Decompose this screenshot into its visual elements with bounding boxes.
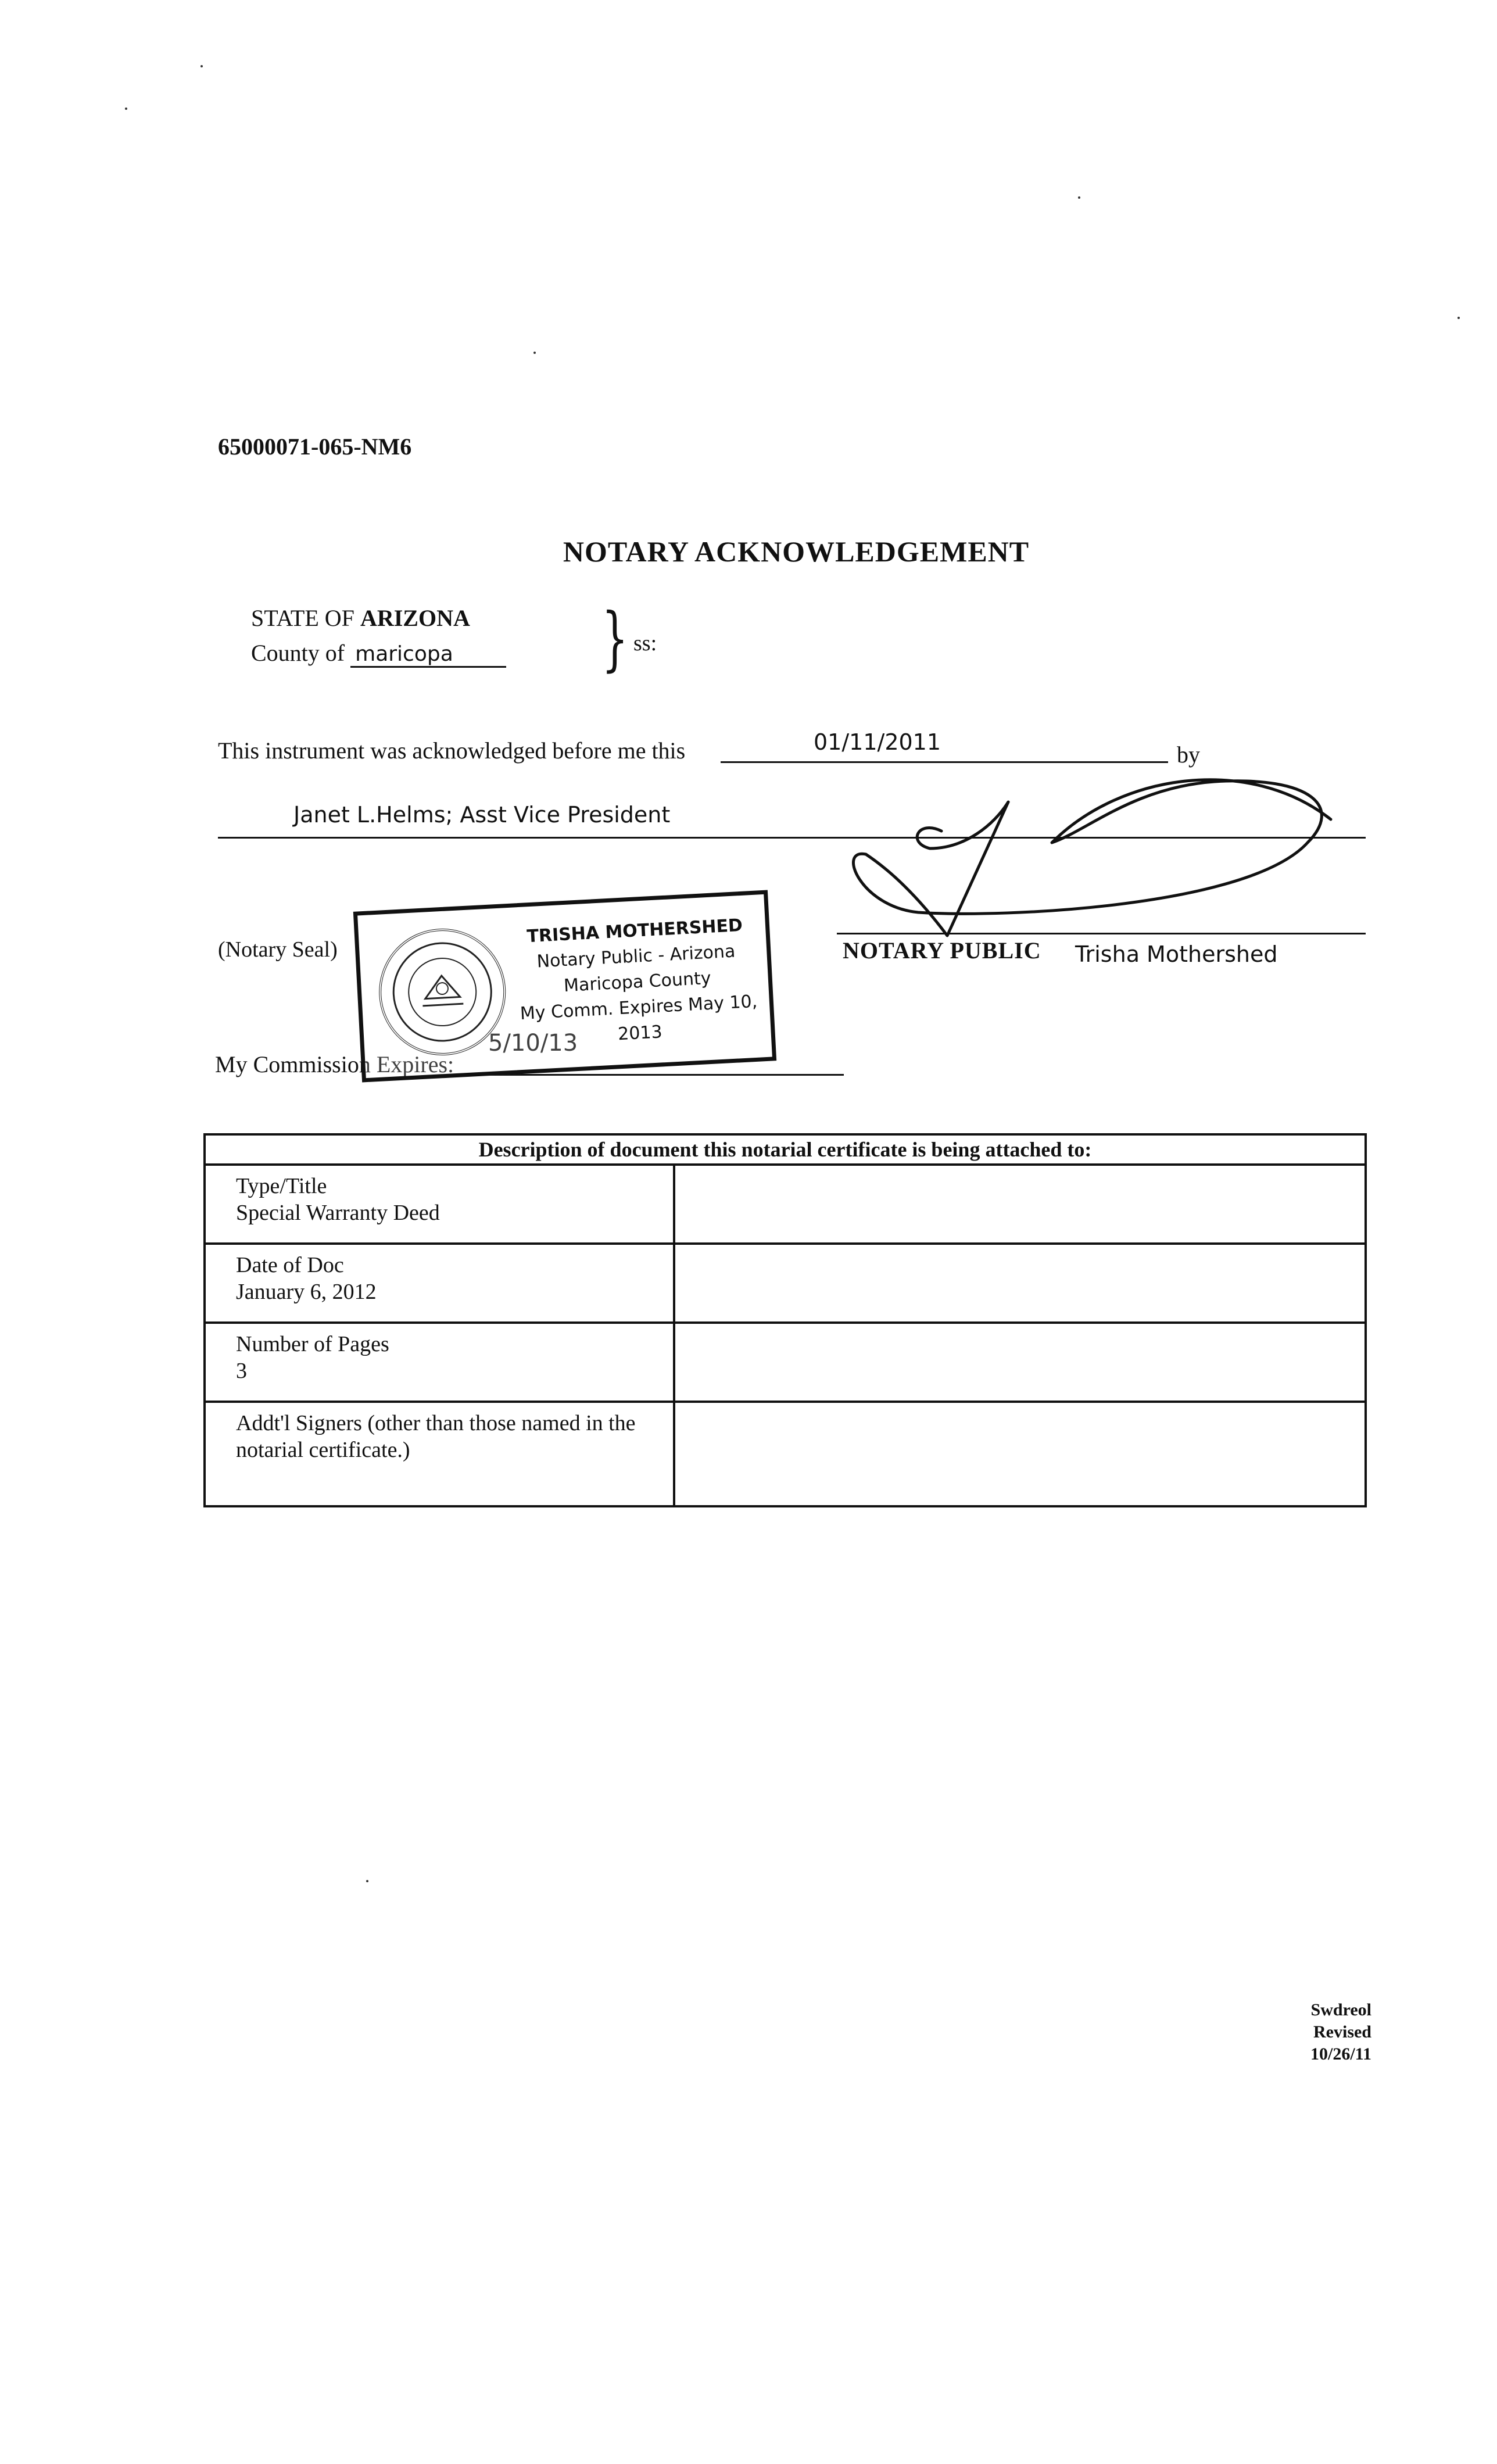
document-number: 65000071-065-NM6 <box>218 434 412 460</box>
commission-date-field[interactable]: 5/10/13 <box>488 1030 578 1056</box>
table-cell <box>205 1402 674 1506</box>
notary-public-label: NOTARY PUBLIC <box>843 937 1041 964</box>
footer-code: Swdreol <box>1310 2000 1371 2019</box>
row-value: 3 <box>236 1359 247 1383</box>
state-value: ARIZONA <box>360 605 470 631</box>
signer-field[interactable]: Janet L.Helms; Asst Vice President <box>293 802 671 828</box>
table-cell <box>205 1323 674 1402</box>
scan-speck <box>366 1880 368 1882</box>
notary-seal-label: (Notary Seal) <box>218 937 338 962</box>
row-value: January 6, 2012 <box>236 1280 377 1304</box>
notary-stamp <box>353 890 776 1083</box>
notary-signature <box>773 761 1383 959</box>
state-prefix: STATE OF <box>251 605 354 631</box>
stamp-line-title: Notary Public - Arizona <box>536 941 736 972</box>
row-label: Addt'l Signers (other than those named in the notarial certificate.) <box>236 1411 636 1462</box>
commission-line <box>472 1074 844 1076</box>
row-label: Date of Doc <box>236 1253 344 1277</box>
row-value: Special Warranty Deed <box>236 1201 440 1225</box>
table-cell <box>205 1165 674 1244</box>
table-cell-blank[interactable] <box>674 1402 1366 1506</box>
row-label: Number of Pages <box>236 1332 389 1356</box>
stamp-line-expires: My Comm. Expires May 10, 2013 <box>520 991 758 1045</box>
scan-speck <box>533 352 536 354</box>
acknowledgement-text: This instrument was acknowledged before me this <box>218 737 686 764</box>
scan-speck <box>200 65 203 67</box>
scan-speck <box>125 108 127 110</box>
table-row <box>205 1165 1366 1244</box>
table-row <box>205 1244 1366 1323</box>
table-cell-blank[interactable] <box>674 1244 1366 1323</box>
table-header: Description of document this notarial certificate is being attached to: <box>205 1134 1366 1165</box>
brace-symbol: } <box>601 599 629 679</box>
row-label: Type/Title <box>236 1174 327 1198</box>
page-title: NOTARY ACKNOWLEDGEMENT <box>563 535 1030 568</box>
commission-label: My Commission Expires: <box>215 1051 454 1077</box>
stamp-line-county: Maricopa County <box>563 968 712 997</box>
table-row <box>205 1323 1366 1402</box>
county-field[interactable]: maricopa <box>350 642 506 668</box>
table-cell <box>205 1244 674 1323</box>
county-prefix: County of <box>251 640 345 666</box>
notary-name-field[interactable]: Trisha Mothershed <box>1075 941 1278 967</box>
footer-revised: Revised 10/26/11 <box>1310 2022 1371 2064</box>
ss-label: ss: <box>633 631 657 656</box>
table-cell-blank[interactable] <box>674 1165 1366 1244</box>
state-seal-icon <box>376 925 509 1058</box>
document-description-table <box>203 1133 1367 1507</box>
acknowledgement-date-field[interactable]: 01/11/2011 <box>814 729 941 755</box>
scan-speck <box>1457 317 1460 319</box>
table-row <box>205 1402 1366 1506</box>
table-cell-blank[interactable] <box>674 1323 1366 1402</box>
scan-speck <box>1078 196 1080 199</box>
by-label: by <box>1177 742 1200 768</box>
stamp-text <box>509 912 765 1052</box>
county-line <box>251 639 506 668</box>
footer <box>1267 1999 1371 2065</box>
state-line <box>251 604 470 632</box>
stamp-line-name: TRISHA MOTHERSHED <box>526 915 743 947</box>
